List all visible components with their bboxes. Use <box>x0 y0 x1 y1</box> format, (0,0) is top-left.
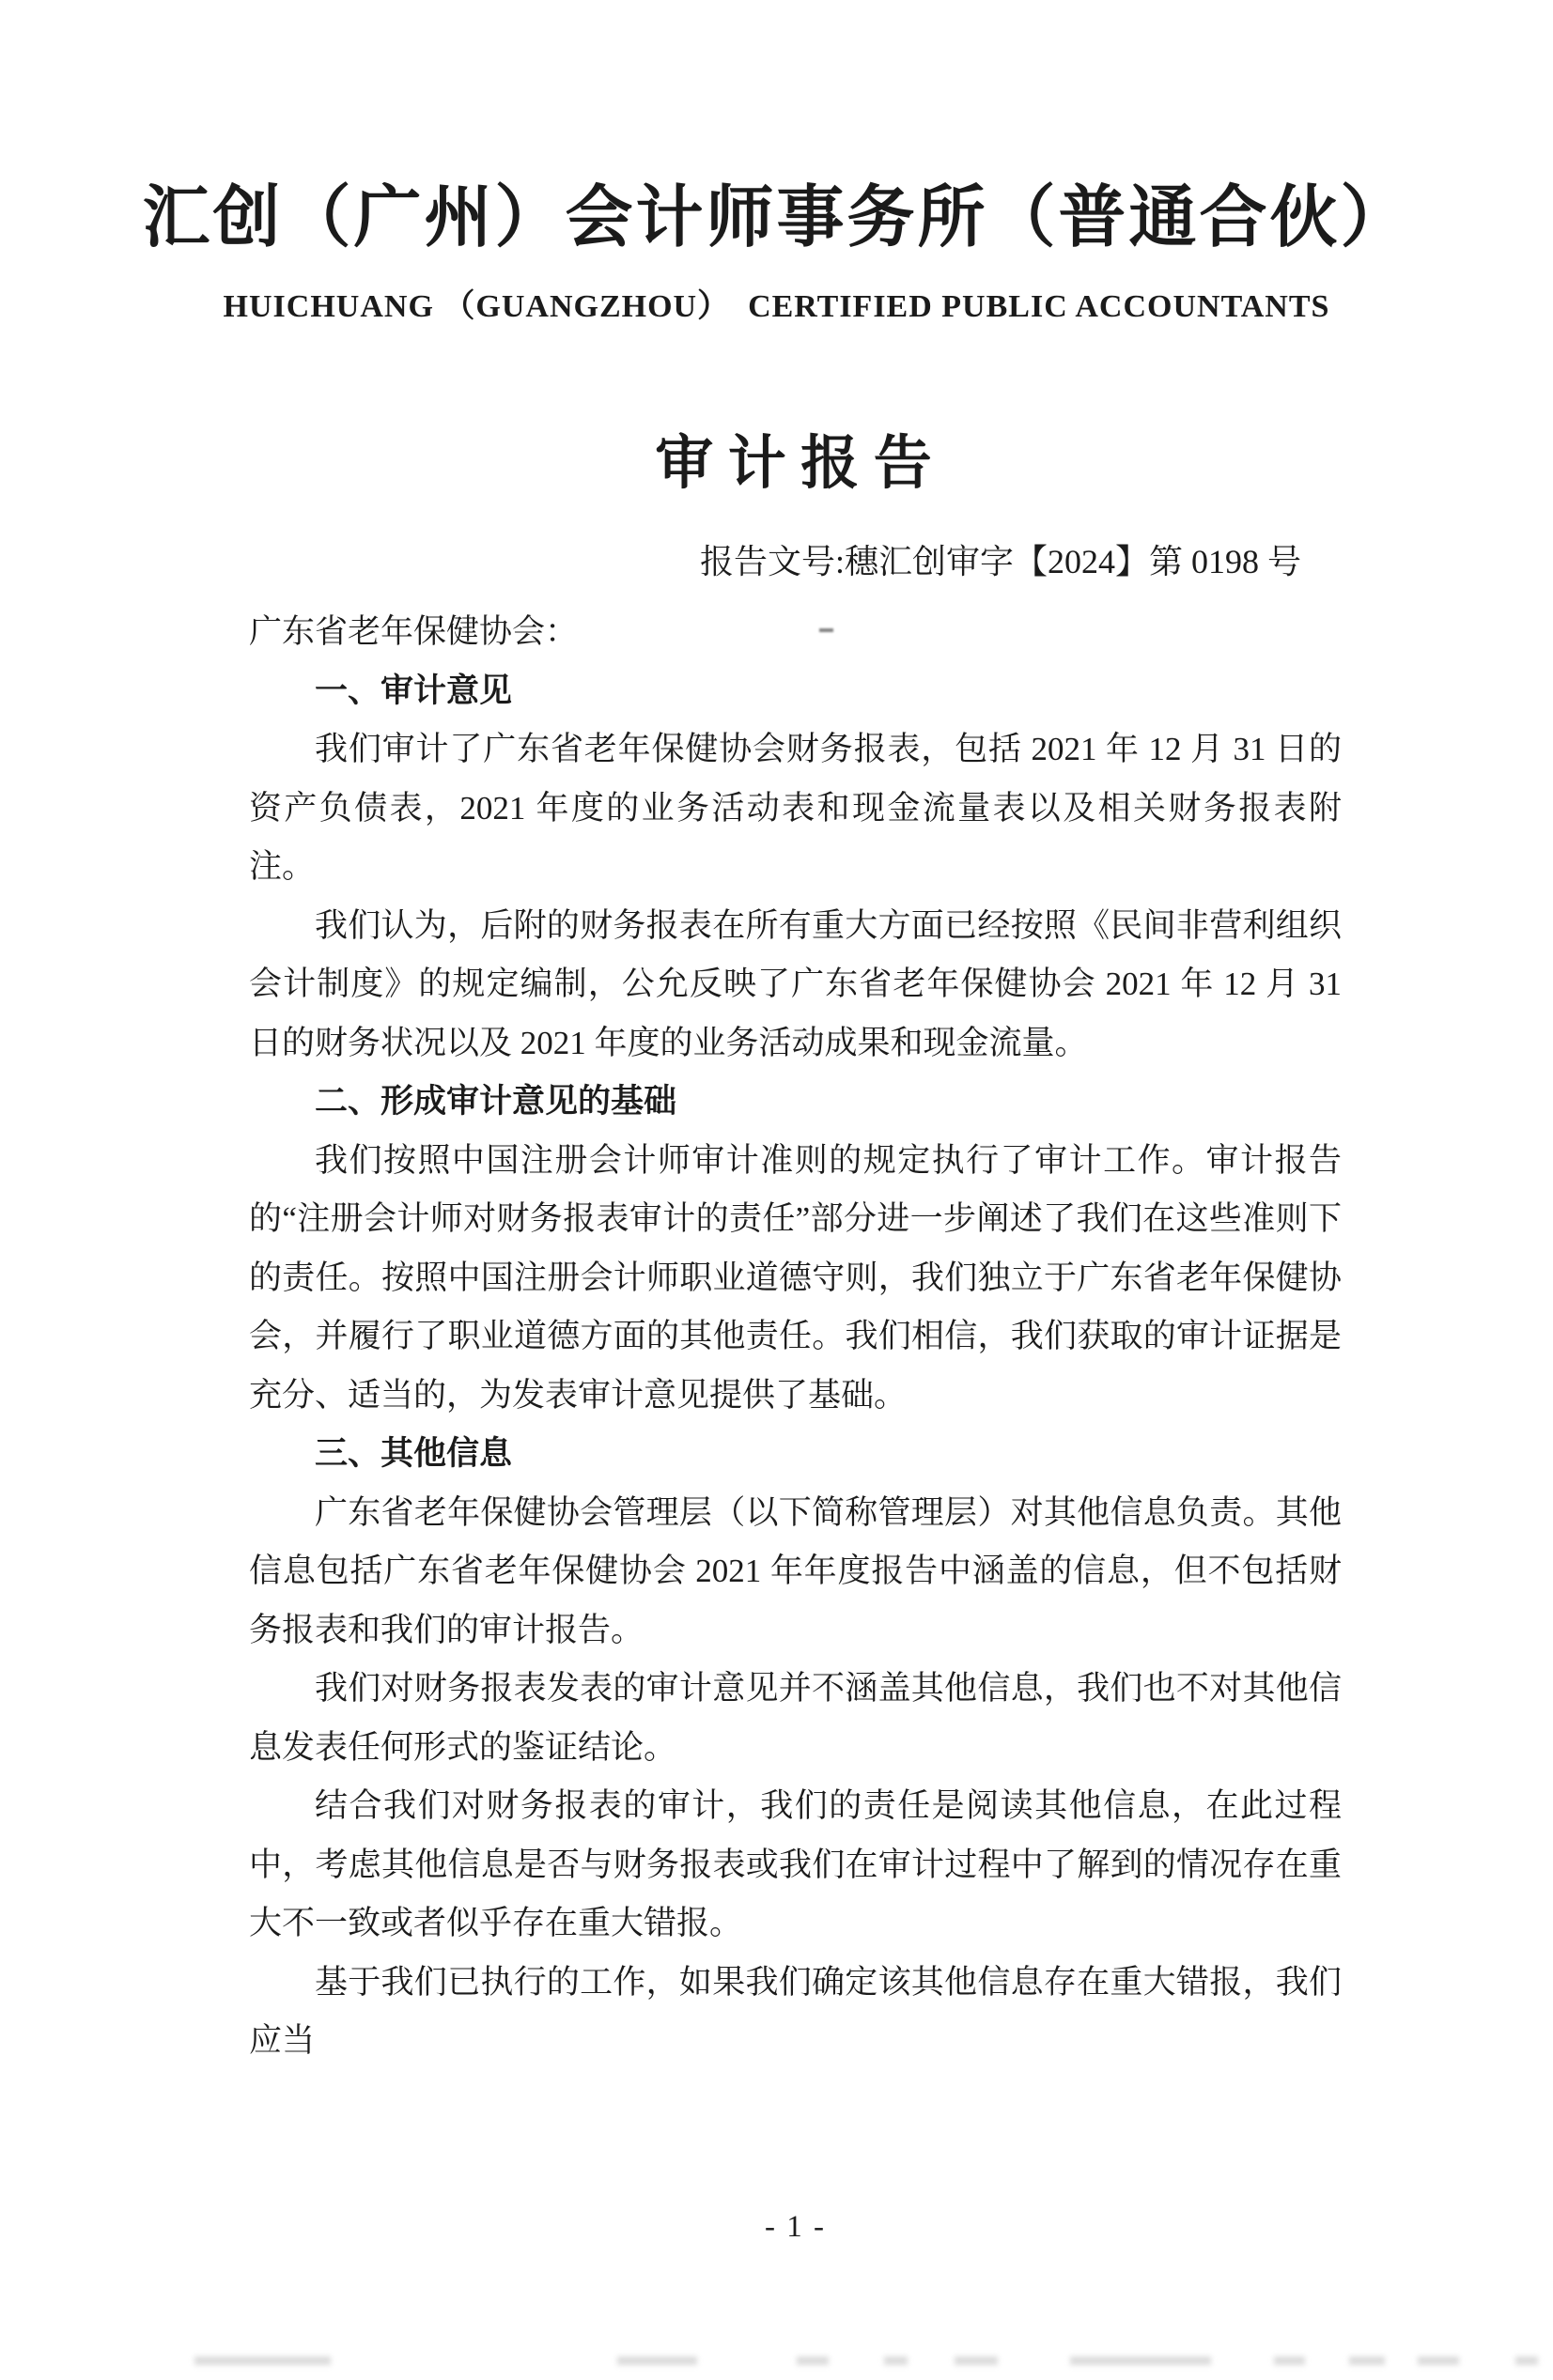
report-body <box>0 603 1553 2071</box>
scan-ghost-mark <box>884 2357 908 2365</box>
report-title: 审 计 报 告 <box>655 432 932 497</box>
section-heading: 二、形成审计意见的基础 <box>315 1083 677 1120</box>
scan-ghost-mark <box>797 2357 829 2365</box>
scan-ghost-mark <box>1274 2357 1305 2365</box>
scan-ghost-strip <box>0 2354 1553 2371</box>
section-basis-for-opinion <box>249 1073 1342 1425</box>
paragraph: 我们认为，后附的财务报表在所有重大方面已经按照《民间非营利组织会计制度》的规定编制，公允反映了广东省老年保健协会 2021 年 12 月 31 日的财务状况以及 2021 年度的业务活动成果和现金流量。 <box>249 906 1342 1061</box>
scan-ghost-mark <box>955 2357 998 2365</box>
paragraph: 基于我们已执行的工作，如果我们确定该其他信息存在重大错报，我们应当 <box>249 1963 1342 2060</box>
scan-ghost-mark <box>617 2357 697 2365</box>
addressee: 广东省老年保健协会： <box>249 613 579 651</box>
scan-artifact-dash <box>819 628 833 632</box>
section-heading: 一、审计意见 <box>315 672 513 709</box>
section-audit-opinion <box>249 662 1342 1074</box>
firm-name-english: HUICHUANG （GUANGZHOU） CERTIFIED PUBLIC ACCOUNTANTS <box>223 289 1330 324</box>
paragraph: 结合我们对财务报表的审计，我们的责任是阅读其他信息，在此过程中，考虑其他信息是否与财务报表或我们在审计过程中了解到的情况存在重大不一致或者似乎存在重大错报。 <box>249 1787 1342 1942</box>
scan-ghost-mark <box>194 2357 331 2365</box>
page-number: - 1 - <box>765 2210 826 2244</box>
section-other-information <box>249 1425 1342 2071</box>
firm-name-chinese: 汇创（广州）会计师事务所（普通合伙） <box>142 180 1411 255</box>
audit-report-page <box>0 180 1553 2380</box>
scan-ghost-mark <box>1515 2357 1538 2365</box>
paragraph: 我们审计了广东省老年保健协会财务报表，包括 2021 年 12 月 31 日的资产负债表，2021 年度的业务活动表和现金流量表以及相关财务报表附注。 <box>249 731 1342 886</box>
report-number: 报告文号:穗汇创审字【2024】第 0198 号 <box>699 542 1301 580</box>
scan-ghost-mark <box>1349 2357 1385 2365</box>
paragraph: 我们对财务报表发表的审计意见并不涵盖其他信息，我们也不对其他信息发表任何形式的鉴证结论。 <box>249 1670 1342 1766</box>
scan-ghost-mark <box>1070 2357 1211 2365</box>
section-heading: 三、其他信息 <box>315 1435 513 1473</box>
paragraph: 广东省老年保健协会管理层（以下简称管理层）对其他信息负责。其他信息包括广东省老年保健协会 2021 年年度报告中涵盖的信息，但不包括财务报表和我们的审计报告。 <box>249 1493 1342 1648</box>
paragraph: 我们按照中国注册会计师审计准则的规定执行了审计工作。审计报告的“注册会计师对财务报表审计的责任”部分进一步阐述了我们在这些准则下的责任。按照中国注册会计师职业道德守则，我们独立于广东省老年保健协会，并履行了职业道德方面的其他责任。我们相信，我们获取的审计证据是充分、适当的，为发表审计意见提供了基础。 <box>249 1141 1342 1414</box>
scan-ghost-mark <box>1418 2357 1459 2365</box>
